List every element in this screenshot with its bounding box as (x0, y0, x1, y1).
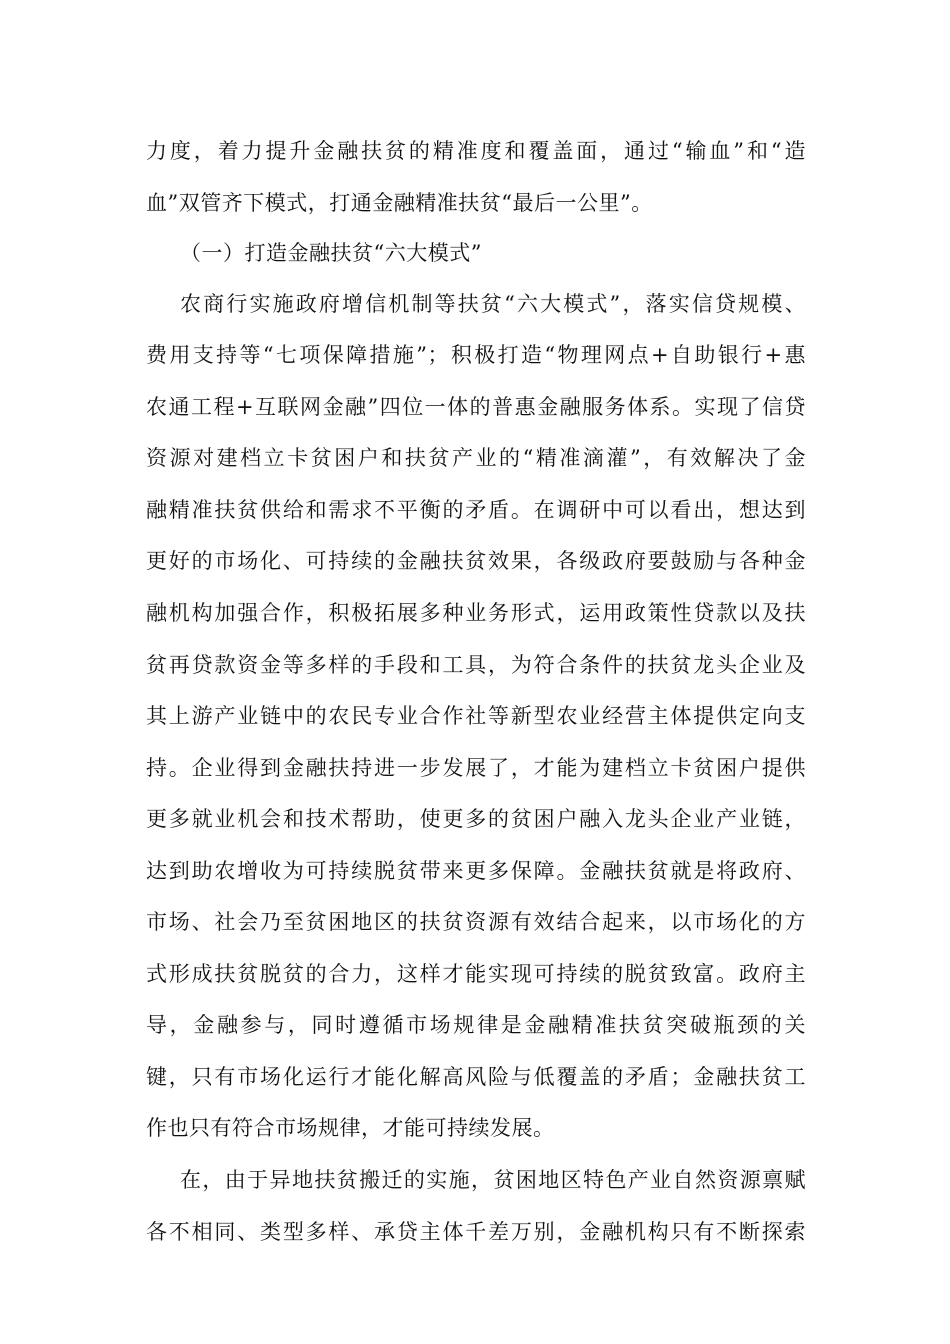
paragraph-line: 农通工程+互联网金融”四位一体的普惠金融服务体系。实现了信贷 (146, 395, 806, 419)
paragraph-line: 融精准扶贫供给和需求不平衡的矛盾。在调研中可以看出，想达到 (146, 498, 806, 522)
paragraph-line: 作也只有符合市场规律，才能可持续发展。 (146, 1116, 555, 1140)
paragraph-line: 资源对建档立卡贫困户和扶贫产业的“精准滴灌”，有效解决了金 (146, 446, 806, 470)
paragraph-line: 农商行实施政府增信机制等扶贫“六大模式”，落实信贷规模、 (180, 292, 806, 316)
paragraph-line: 融机构加强合作，积极拓展多种业务形式，运用政策性贷款以及扶 (146, 601, 806, 625)
paragraph-line: 更好的市场化、可持续的金融扶贫效果，各级政府要鼓励与各种金 (146, 549, 806, 573)
paragraph-line: 各不相同、类型多样、承贷主体千差万别，金融机构只有不断探索 (146, 1220, 806, 1244)
paragraph-line: 持。企业得到金融扶持进一步发展了，才能为建档立卡贫困户提供 (146, 756, 806, 780)
paragraph-line: 力度，着力提升金融扶贫的精准度和覆盖面，通过“输血”和“造 (146, 139, 806, 163)
paragraph-line: 达到助农增收为可持续脱贫带来更多保障。金融扶贫就是将政府、 (146, 859, 806, 883)
section-heading: （一）打造金融扶贫“六大模式” (180, 241, 482, 265)
paragraph-line: 在，由于异地扶贫搬迁的实施，贫困地区特色产业自然资源禀赋 (180, 1168, 806, 1192)
paragraph-line: 市场、社会乃至贫困地区的扶贫资源有效结合起来，以市场化的方 (146, 910, 806, 934)
paragraph-line: 费用支持等“七项保障措施”；积极打造“物理网点+自助银行+惠 (146, 343, 806, 367)
paragraph-line: 式形成扶贫脱贫的合力，这样才能实现可持续的脱贫致富。政府主 (146, 962, 806, 986)
paragraph-line: 其上游产业链中的农民专业合作社等新型农业经营主体提供定向支 (146, 704, 806, 728)
paragraph-line: 血”双管齐下模式，打通金融精准扶贫“最后一公里”。 (146, 191, 653, 215)
paragraph-line: 导，金融参与，同时遵循市场规律是金融精准扶贫突破瓶颈的关 (146, 1013, 806, 1037)
paragraph-line: 键，只有市场化运行才能化解高风险与低覆盖的矛盾；金融扶贫工 (146, 1065, 806, 1089)
paragraph-line: 贫再贷款资金等多样的手段和工具，为符合条件的扶贫龙头企业及 (146, 653, 806, 677)
paragraph-line: 更多就业机会和技术帮助，使更多的贫困户融入龙头企业产业链， (146, 807, 806, 831)
